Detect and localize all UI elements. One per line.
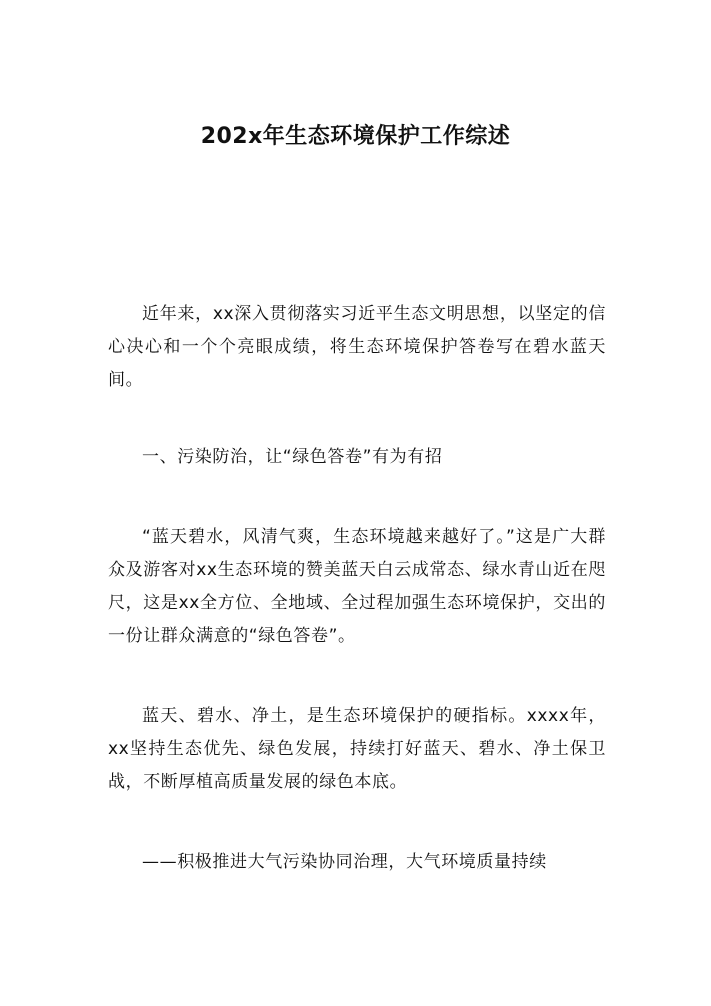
paragraph-spacer	[108, 474, 606, 521]
paragraph-intro: 近年来，xx深入贯彻落实习近平生态文明思想，以坚定的信心决心和一个个亮眼成绩，将生态环境保护答卷写在碧水蓝天间。	[108, 304, 606, 390]
paragraph-air-pollution: ——积极推进大气污染协同治理，大气环境质量持续	[142, 852, 547, 872]
section-heading-1: 一、污染防治，让“绿色答卷”有为有招	[142, 447, 443, 467]
document-title: 202x年生态环境保护工作综述	[200, 124, 511, 149]
paragraph-spacer	[108, 799, 606, 846]
paragraph-spacer	[108, 653, 606, 700]
paragraph-indicators: 蓝天、碧水、净土，是生态环境保护的硬指标。xxxx年，xx坚持生态优先、绿色发展，持续打好蓝天、碧水、净土保卫战，不断厚植高质量发展的绿色本底。	[108, 706, 606, 792]
paragraph-spacer	[108, 397, 606, 441]
paragraph-quote: “蓝天碧水，风清气爽，生态环境越来越好了。”这是广大群众及游客对xx生态环境的赞美蓝天白云成常态、绿水青山近在咫尺，这是xx全方位、全地域、全过程加强生态环境保护，交出的一份让群众满意的“绿色答卷”。	[108, 527, 606, 646]
document-body	[108, 298, 606, 879]
